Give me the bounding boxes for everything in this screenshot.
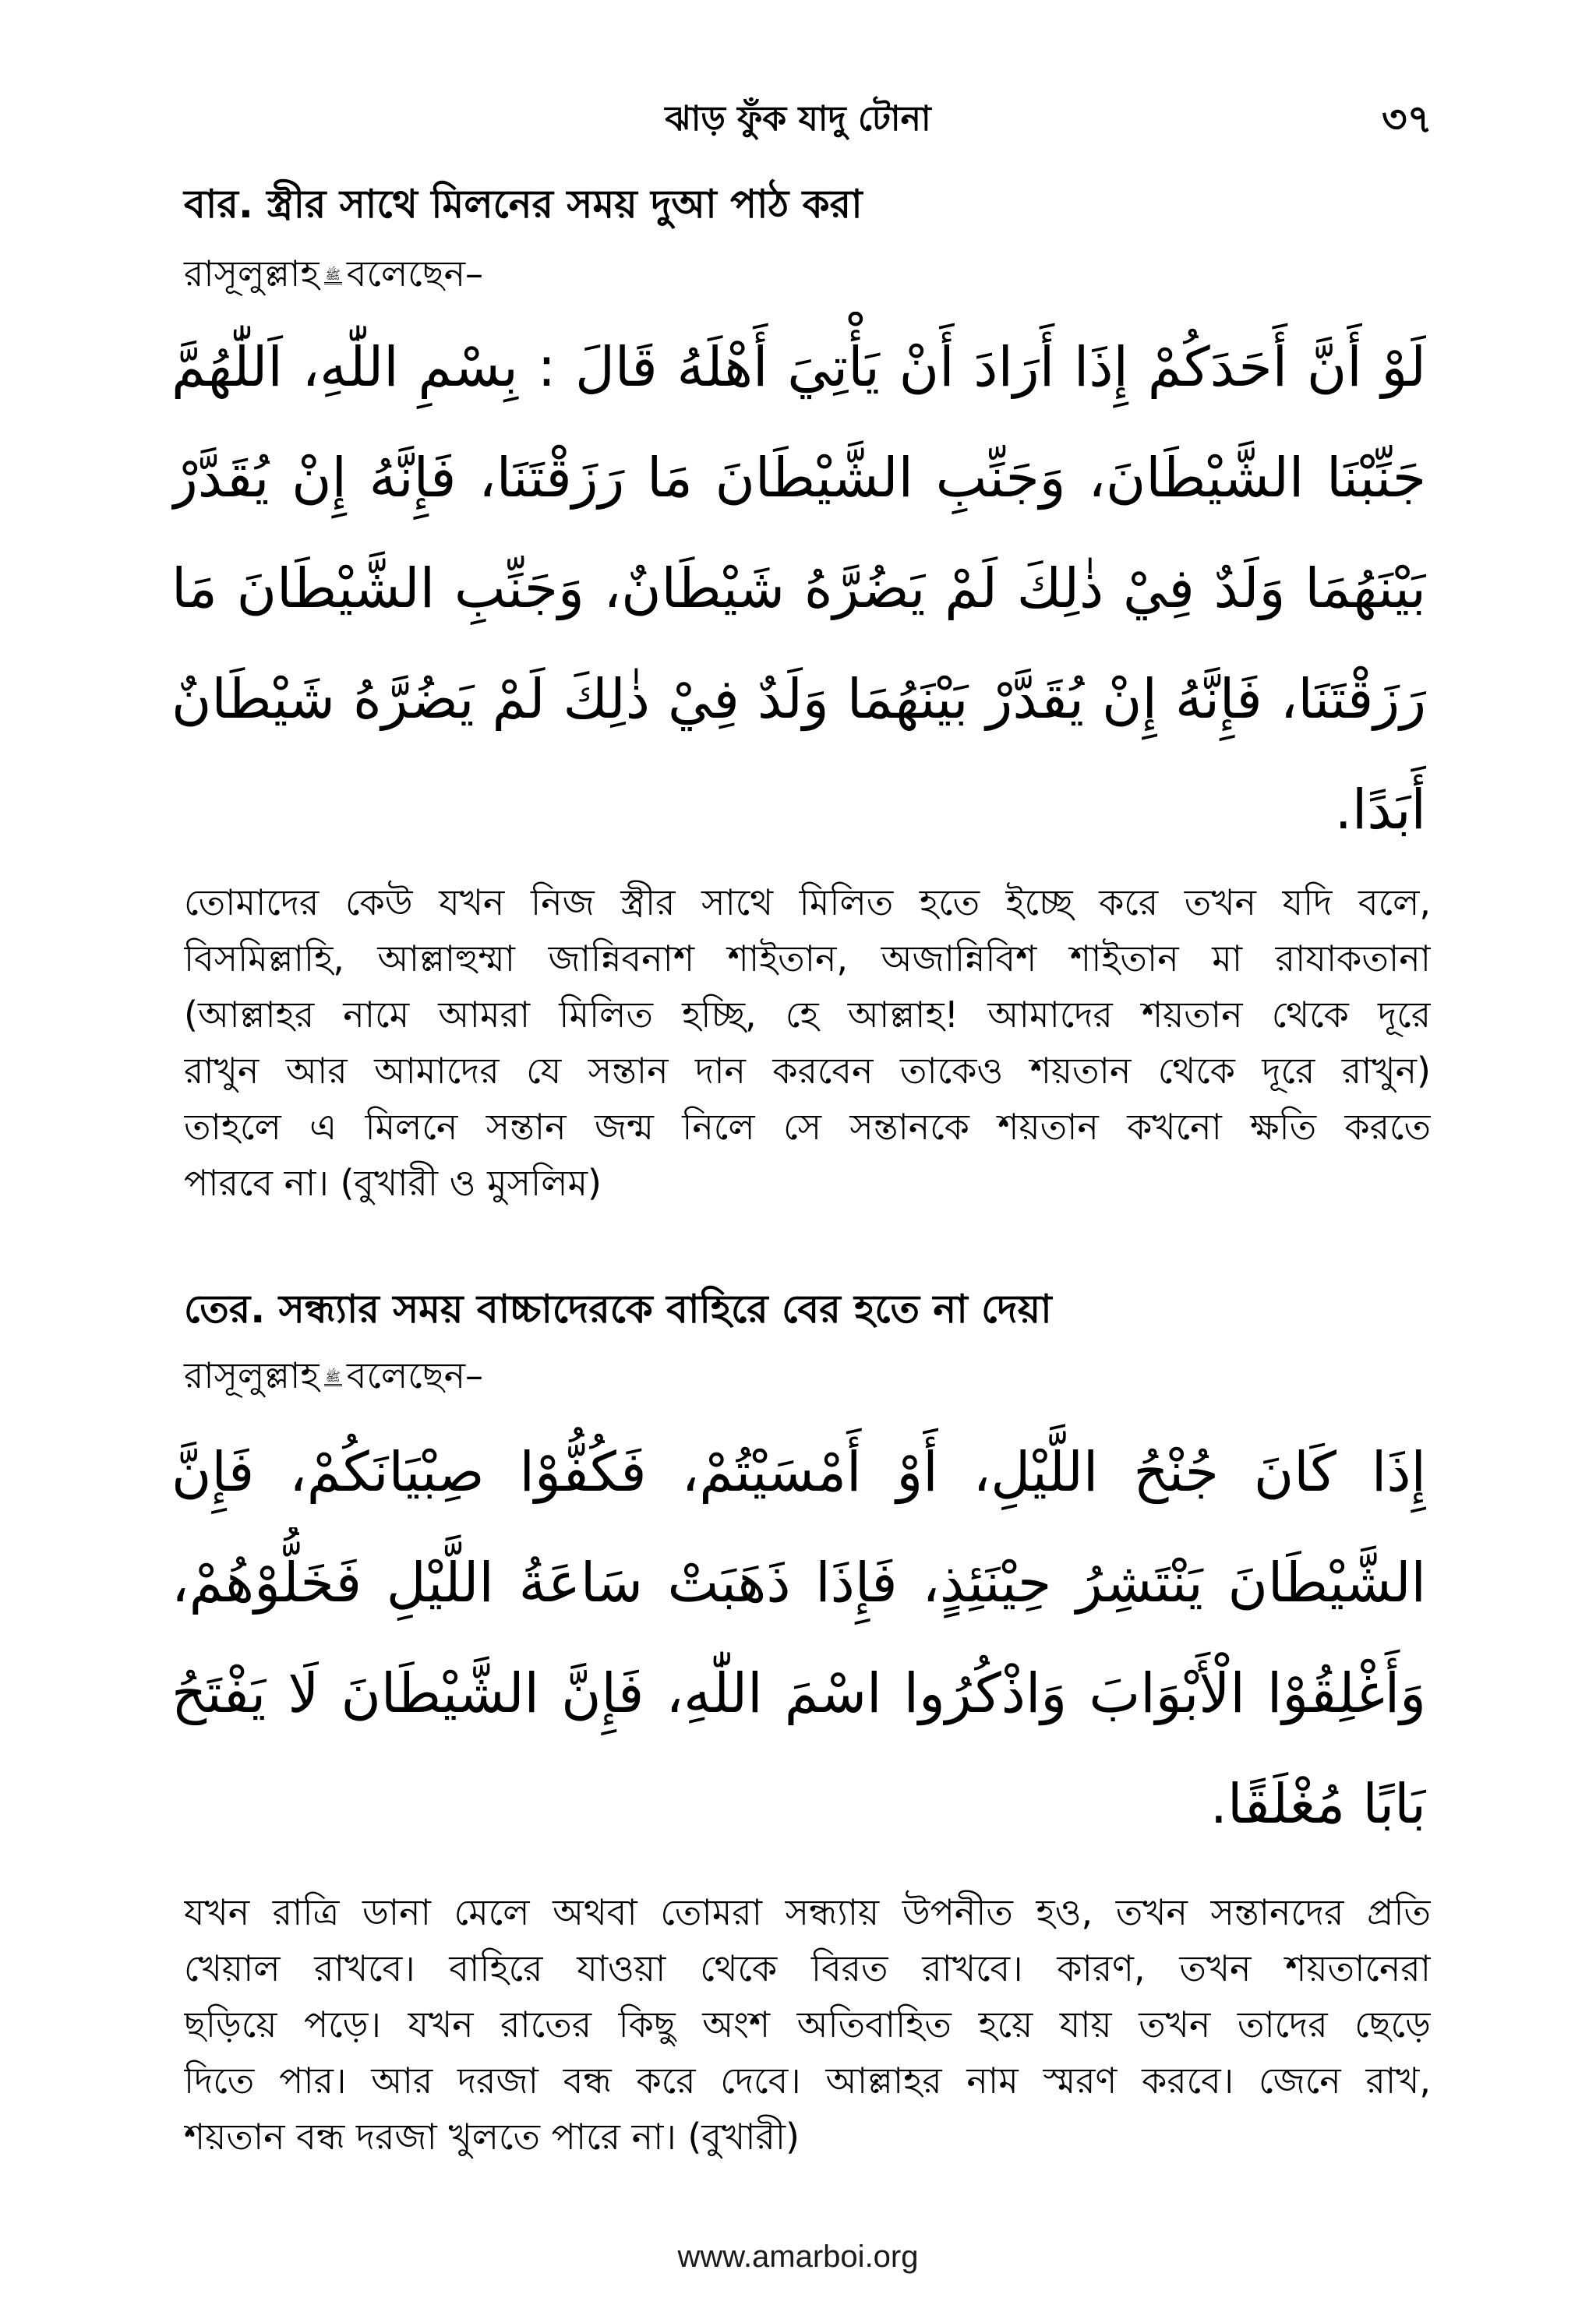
- attribution-line: [184, 246, 1431, 301]
- attribution-line: [184, 1348, 1431, 1403]
- translation-line: শয়তান বন্ধ দরজা খুলতে পারে না। (বুখারী): [184, 2116, 800, 2158]
- translation-line: দিতে পার। আর দরজা বন্ধ করে দেবে। আল্লাহর নাম স্মরণ করবে। জেনে রাখ,: [184, 2060, 1431, 2102]
- translation-paragraph: [184, 874, 1431, 1211]
- honorific-glyph: ﷺ: [324, 1370, 342, 1386]
- translation-line: তাহলে এ মিলনে সন্তান জন্ম নিলে সে সন্তানকে শয়তান কখনো ক্ষতি করতে: [184, 1106, 1431, 1148]
- translation-line: তোমাদের কেউ যখন নিজ স্ত্রীর সাথে মিলিত হতে ইচ্ছে করে তখন যদি বলে,: [184, 881, 1431, 923]
- arabic-line: الشَّيْطَانَ يَنْتَشِرُ حِيْنَئِذٍ، فَإِذَا ذَهَبَتْ سَاعَةُ اللَّيْلِ فَخَلُّوْهُمْ،: [171, 1551, 1426, 1615]
- arabic-line: بَيْنَهُمَا وَلَدٌ فِيْ ذٰلِكَ لَمْ يَضُرَّهُ شَيْطَانٌ، وَجَنِّبِ الشَّيْطَانَ مَا: [171, 556, 1426, 620]
- running-title: ঝাড় ফুঁক যাদু টোনা: [665, 99, 931, 139]
- translation-line: (আল্লাহর নামে আমরা মিলিত হচ্ছি, হে আল্লাহ! আমাদের শয়তান থেকে দূরে: [184, 994, 1431, 1036]
- translation-line: পারবে না। (বুখারী ও মুসলিম): [184, 1162, 602, 1204]
- translation-paragraph: [184, 1884, 1431, 2165]
- running-head: [0, 92, 1596, 146]
- translation-line: ছড়িয়ে পড়ে। যখন রাতের কিছু অংশ অতিবাহিত হয়ে যায় তখন তাদের ছেড়ে: [184, 2003, 1431, 2046]
- translation-line: যখন রাত্রি ডানা মেলে অথবা তোমরা সন্ধ্যায় উপনীত হও, তখন সন্তানদের প্রতি: [184, 1891, 1431, 1933]
- attribution-suffix: বলেছেন–: [346, 252, 484, 295]
- translation-line: খেয়াল রাখবে। বাহিরে যাওয়া থেকে বিরত রাখবে। কারণ, তখন শয়তানেরা: [184, 1947, 1431, 1989]
- translation-line: বিসমিল্লাহি, আল্লাহুম্মা জান্নিবনাশ শাইতান, অজান্নিবিশ শাইতান মা রাযাকতানা: [184, 937, 1431, 980]
- arabic-line: لَوْ أَنَّ أَحَدَكُمْ إِذَا أَرَادَ أَنْ يَأْتِيَ أَهْلَهُ قَالَ : بِسْمِ اللّٰهِ، اَللّٰهُمَّ: [171, 335, 1426, 399]
- arabic-dua-block: [171, 312, 1426, 865]
- honorific-glyph: ﷺ: [324, 268, 342, 284]
- attribution-suffix: বলেছেন–: [346, 1354, 484, 1396]
- arabic-line: رَزَقْتَنَا، فَإِنَّهُ إِنْ يُقَدَّرْ بَيْنَهُمَا وَلَدٌ فِيْ ذٰلِكَ لَمْ يَضُرَّهُ شَيْطَانٌ: [171, 667, 1426, 731]
- section-heading-13: তের. সন্ধ্যার সময় বাচ্চাদেরকে বাহিরে বের হতে না দেয়া: [184, 1287, 1052, 1332]
- attribution-prefix: রাসূলুল্লাহ: [184, 1354, 320, 1396]
- arabic-line: بَابًا مُغْلَقًا.: [1209, 1772, 1426, 1836]
- attribution-prefix: রাসূলুল্লাহ: [184, 252, 320, 295]
- arabic-line: وَأَغْلِقُوْا الْأَبْوَابَ وَاذْكُرُوا اسْمَ اللّٰهِ، فَإِنَّ الشَّيْطَانَ لَا يَفْتَحُ: [171, 1661, 1426, 1725]
- arabic-line: جَنِّبْنَا الشَّيْطَانَ، وَجَنِّبِ الشَّيْطَانَ مَا رَزَقْتَنَا، فَإِنَّهُ إِنْ يُقَدَّرْ: [171, 446, 1426, 510]
- arabic-line: إِذَا كَانَ جُنْحُ اللَّيْلِ، أَوْ أَمْسَيْتُمْ، فَكُفُّوْا صِبْيَانَكُمْ، فَإِنَّ: [171, 1440, 1426, 1504]
- footer-url: www.amarboi.org: [677, 2240, 919, 2274]
- section-heading-12: বার. স্ত্রীর সাথে মিলনের সময় দুআ পাঠ করা: [184, 182, 863, 227]
- arabic-hadith-block: [171, 1417, 1426, 1859]
- translation-line: রাখুন আর আমাদের যে সন্তান দান করবেন তাকেও শয়তান থেকে দূরে রাখুন): [184, 1050, 1431, 1092]
- page-number: ৩৭: [1381, 97, 1432, 142]
- arabic-line: أَبَدًا.: [1334, 778, 1426, 842]
